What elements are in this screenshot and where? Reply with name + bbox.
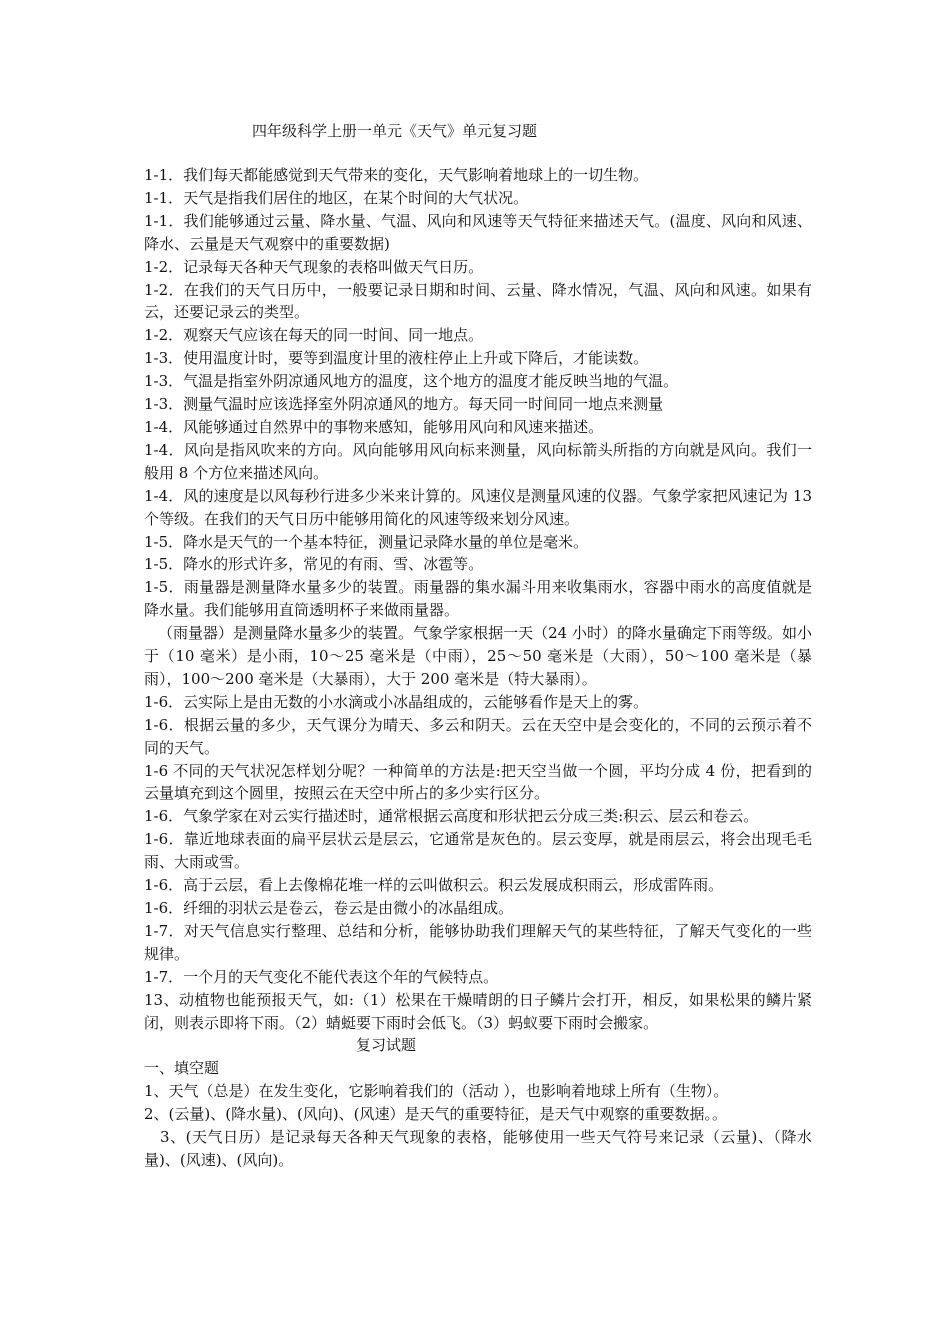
paragraph: 1-1．天气是指我们居住的地区，在某个时间的大气状况。: [144, 188, 529, 207]
review-title: 复习试题: [356, 1036, 417, 1055]
paragraph: 1-5．降水的形式许多，常见的有雨、雪、冰雹等。: [144, 555, 484, 574]
question-item: 3、(天气日历）是记录每天各种天气现象的表格，能够使用一些天气符号来记录（云量)、（降水量)、(风速)、(风向)。: [144, 1128, 812, 1169]
paragraph: 1-6．靠近地球表面的扁平层状云是层云，它通常是灰色的。层云变厚，就是雨层云，将会出现毛毛雨、大雨或雪。: [144, 830, 812, 872]
paragraph: 1-6．纤细的羽状云是卷云，卷云是由微小的冰晶组成。: [144, 899, 514, 917]
paragraph: 1-2．记录每天各种天气现象的表格叫做天气日历。: [144, 257, 484, 276]
paragraph: 1-3．测量气温时应该选择室外阴凉通风的地方。每天同一时间同一地点来测量: [144, 395, 664, 414]
paragraph: （雨量器）是测量降水量多少的装置。气象学家根据一天（24 小时）的降水量确定下雨等级。如小于（10 毫米）是小雨，10～25 毫米是（中雨），25～50 毫米是（大雨），50～100 毫米是（暴雨），100～200 毫米是（大暴雨），大于 200 毫米是（特大暴雨）。: [144, 624, 812, 688]
section-heading: 一、填空题: [144, 1059, 220, 1078]
paragraph: 1-2．观察天气应该在每天的同一时间、同一地点。: [144, 326, 484, 345]
document-title: 四年级科学上册一单元《天气》单元复习题: [252, 122, 538, 140]
paragraph: 1-6 不同的天气状况怎样划分呢？一种简单的方法是:把天空当做一个圆，平均分成 4 份，把看到的云量填充到这个圆里，按照云在天空中所占的多少实行区分。: [144, 761, 812, 803]
paragraph: 1-1．我们能够通过云量、降水量、气温、风向和风速等天气特征来描述天气。(温度、风向和风速、降水、云量是天气观察中的重要数据): [144, 211, 812, 253]
question-item: 1、天气（总是）在发生变化，它影响着我们的（活动 ），也影响着地球上所有（生物）。: [144, 1082, 729, 1101]
paragraph: 1-7．对天气信息实行整理、总结和分析，能够协助我们理解天气的某些特征，了解天气变化的一些规律。: [144, 921, 812, 963]
question-item: 2、(云量)、(降水量)、(风向)、(风速）是天气的重要特征，是天气中观察的重要数据。。: [144, 1105, 728, 1124]
paragraph: 1-7．一个月的天气变化不能代表这个年的气候特点。: [144, 967, 499, 986]
document-body: [144, 164, 812, 1172]
paragraph: 1-4．风的速度是以风每秒行进多少米来计算的。风速仪是测量风速的仪器。气象学家把风速记为 13 个等级。在我们的天气日历中能够用简化的风速等级来划分风速。: [144, 486, 812, 528]
paragraph: 1-6．根据云量的多少，天气课分为晴天、多云和阴天。云在天空中是会变化的，不同的云预示着不同的天气。: [144, 715, 812, 757]
paragraph: 13、动植物也能预报天气，如:（1）松果在干燥晴朗的日子鳞片会打开，相反，如果松果的鳞片紧闭，则表示即将下雨。（2）蜻蜓要下雨时会低飞。（3）蚂蚁要下雨时会搬家。: [144, 990, 812, 1032]
paragraph: 1-6．高于云层，看上去像棉花堆一样的云叫做积云。积云发展成积雨云，形成雷阵雨。: [144, 876, 724, 895]
paragraph: 1-5．降水是天气的一个基本特征，测量记录降水量的单位是毫米。: [144, 532, 589, 551]
paragraph: 1-6．气象学家在对云实行描述时，通常根据云高度和形状把云分成三类:积云、层云和卷云。: [144, 807, 759, 826]
paragraph: 1-4．风向是指风吹来的方向。风向能够用风向标来测量，风向标箭头所指的方向就是风向。我们一般用 8 个方位来描述风向。: [144, 440, 812, 482]
paragraph: 1-6．云实际上是由无数的小水滴或小冰晶组成的，云能够看作是天上的雾。: [144, 692, 649, 711]
paragraph: 1-2．在我们的天气日历中，一般要记录日期和时间、云量、降水情况，气温、风向和风速。如果有云，还要记录云的类型。: [144, 280, 812, 322]
paragraph: 1-5．雨量器是测量降水量多少的装置。雨量器的集水漏斗用来收集雨水，容器中雨水的高度值就是降水量。我们能够用直筒透明杯子来做雨量器。: [144, 578, 812, 620]
paragraph: 1-3．气温是指室外阴凉通风地方的温度，这个地方的温度才能反映当地的气温。: [144, 372, 679, 391]
paragraph: 1-3．使用温度计时，要等到温度计里的液柱停止上升或下降后，才能读数。: [144, 349, 649, 368]
paragraph: 1-4．风能够通过自然界中的事物来感知，能够用风向和风速来描述。: [144, 417, 604, 436]
paragraph: 1-1．我们每天都能感觉到天气带来的变化，天气影响着地球上的一切生物。: [144, 166, 649, 184]
